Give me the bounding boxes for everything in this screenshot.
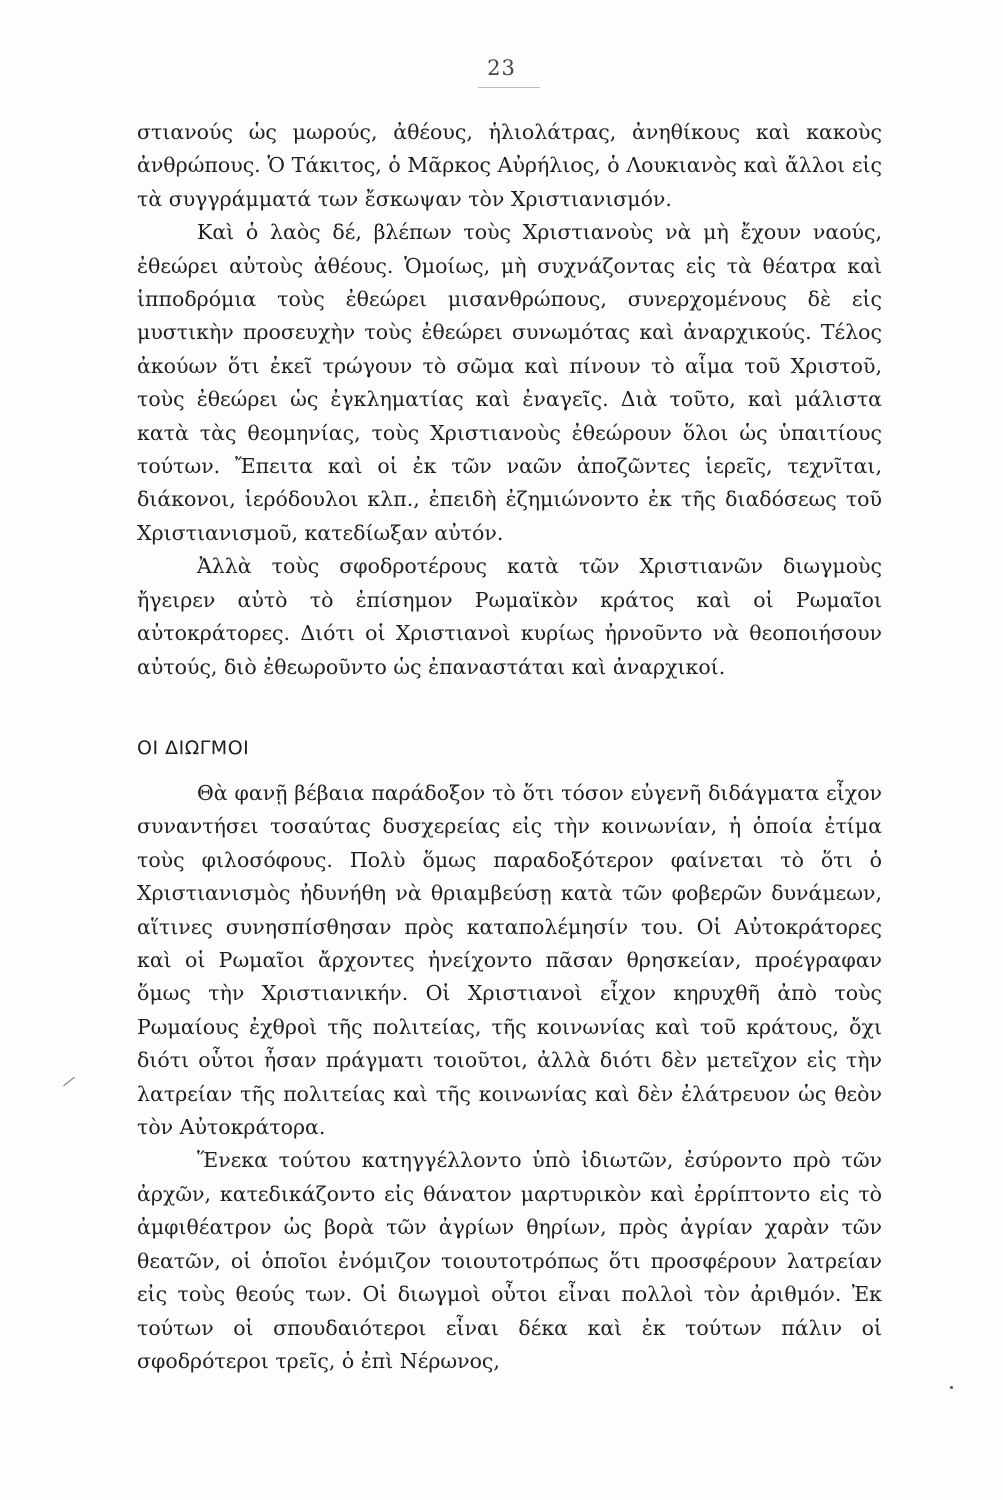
paragraph-continuation: στιανούς ὡς μωρούς, ἀθέους, ἡλιολάτρας, ἀνηθίκους καὶ κακοὺς ἀνθρώπους. Ὁ Τάκιτος, ὁ Μᾶρκος Αὐρήλιος, ὁ Λουκιανὸς καὶ ἄλλοι εἰς τὰ συγγράμματά των ἔσκωψαν τὸν Χριστιανισμόν. — [137, 120, 882, 211]
paragraph-persecutions-intro: Θὰ φανῇ βέβαια παράδοξον τὸ ὅτι τόσον εὐγενῆ διδάγματα εἶχον συναντήσει τοσαύτας δυσχερείας εἰς τὴν κοινωνίαν, ἡ ὁποία ἐτίμα τοὺς φιλοσόφους. Πολὺ ὅμως παραδοξότερον φαίνεται τὸ ὅτι ὁ Χριστιανισμὸς ἠδυνήθη νὰ θριαμβεύσῃ κατὰ τῶν φοβερῶν δυνάμεων, αἵτινες συνησπίσθησαν πρὸς καταπολέμησίν του. Οἱ Αὐτοκράτορες καὶ οἱ Ρωμαῖοι ἄρχοντες ἠνείχοντο πᾶσαν θρησκείαν, προέγραφαν ὅμως τὴν Χριστιανικήν. Οἱ Χριστιανοὶ εἶχον κηρυχθῆ ἀπὸ τοὺς Ρωμαίους ἐχθροὶ τῆς πολιτείας, τῆς κοινωνίας καὶ τοῦ κράτους, ὄχι διότι οὗτοι ἦσαν πράγματι τοιοῦτοι, ἀλλὰ διότι δὲν μετεῖχον εἰς τὴν λατρείαν τῆς πολιτείας καὶ τῆς κοινωνίας καὶ δὲν ἐλάτρευον ὡς θεὸν τὸν Αὐτοκράτορα. — [137, 781, 882, 1140]
intro-text-block — [137, 116, 882, 684]
paper-speck — [950, 1386, 953, 1389]
paragraph-roman-state: Ἀλλὰ τοὺς σφοδροτέρους κατὰ τῶν Χριστιανῶν διωγμοὺς ἤγειρεν αὐτὸ τὸ ἐπίσημον Ρωμαϊκὸν κράτος καὶ οἱ Ρωμαῖοι αὐτοκράτορες. Διότι οἱ Χριστιανοὶ κυρίως ἠρνοῦντο νὰ θεοποιήσουν αὐτούς, διὸ ἐθεωροῦντο ὡς ἐπαναστάται καὶ ἀναρχικοί. — [137, 554, 882, 679]
paragraph-persecutions-details: Ἕνεκα τούτου κατηγγέλλοντο ὑπὸ ἰδιωτῶν, ἐσύροντο πρὸ τῶν ἀρχῶν, κατεδικάζοντο εἰς θάνατον μαρτυρικὸν καὶ ἐρρίπτοντο εἰς τὸ ἀμφιθέατρον ὡς βορὰ τῶν ἀγρίων θηρίων, πρὸς ἀγρίαν χαρὰν τῶν θεατῶν, οἱ ὁποῖοι ἐνόμιζον τοιουτοτρόπως ὅτι προσφέρουν λατρείαν εἰς τοὺς θεούς των. Οἱ διωγμοὶ οὗτοι εἶναι πολλοὶ τὸν ἀριθμόν. Ἐκ τούτων οἱ σπουδαιότεροι εἶναι δέκα καὶ ἐκ τούτων πάλιν οἱ σφοδρότεροι τρεῖς, ὁ ἐπὶ Νέρωνος, — [137, 1148, 882, 1373]
paragraph-people-views: Καὶ ὁ λαὸς δέ, βλέπων τοὺς Χριστιανοὺς νὰ μὴ ἔχουν ναούς, ἐθεώρει αὐτοὺς ἀθέους. Ὁμοίως, μὴ συχνάζοντας εἰς τὰ θέατρα καὶ ἱπποδρόμια τοὺς ἐθεώρει μισανθρώπους, συνερχομένους δὲ εἰς μυστικὴν προσευχὴν τοὺς ἐθεώρει συνωμότας καὶ ἀναρχικούς. Τέλος ἀκούων ὅτι ἐκεῖ τρώγουν τὸ σῶμα καὶ πίνουν τὸ αἷμα τοῦ Χριστοῦ, τοὺς ἐθεώρει ὡς ἐγκληματίας καὶ ἐναγεῖς. Διὰ τοῦτο, καὶ μάλιστα κατὰ τὰς θεομηνίας, τοὺς Χριστιανοὺς ἐθεώρουν ὅλοι ὡς ὑπαιτίους τούτων. Ἔπειτα καὶ οἱ ἐκ τῶν ναῶν ἀποζῶντες ἱερεῖς, τεχνῖται, διάκονοι, ἱερόδουλοι κλπ., ἐπειδὴ ἐζημιώνοντο ἐκ τῆς διαδόσεως τοῦ Χριστιανισμοῦ, κατεδίωξαν αὐτόν. — [137, 220, 882, 545]
page-number: 23 — [487, 56, 516, 80]
margin-pencil-mark — [63, 1077, 75, 1086]
section-heading: ΟΙ ΔΙΩΓΜΟΙ — [137, 737, 250, 759]
section-text-block — [137, 777, 882, 1378]
page-number-rule — [478, 87, 540, 88]
